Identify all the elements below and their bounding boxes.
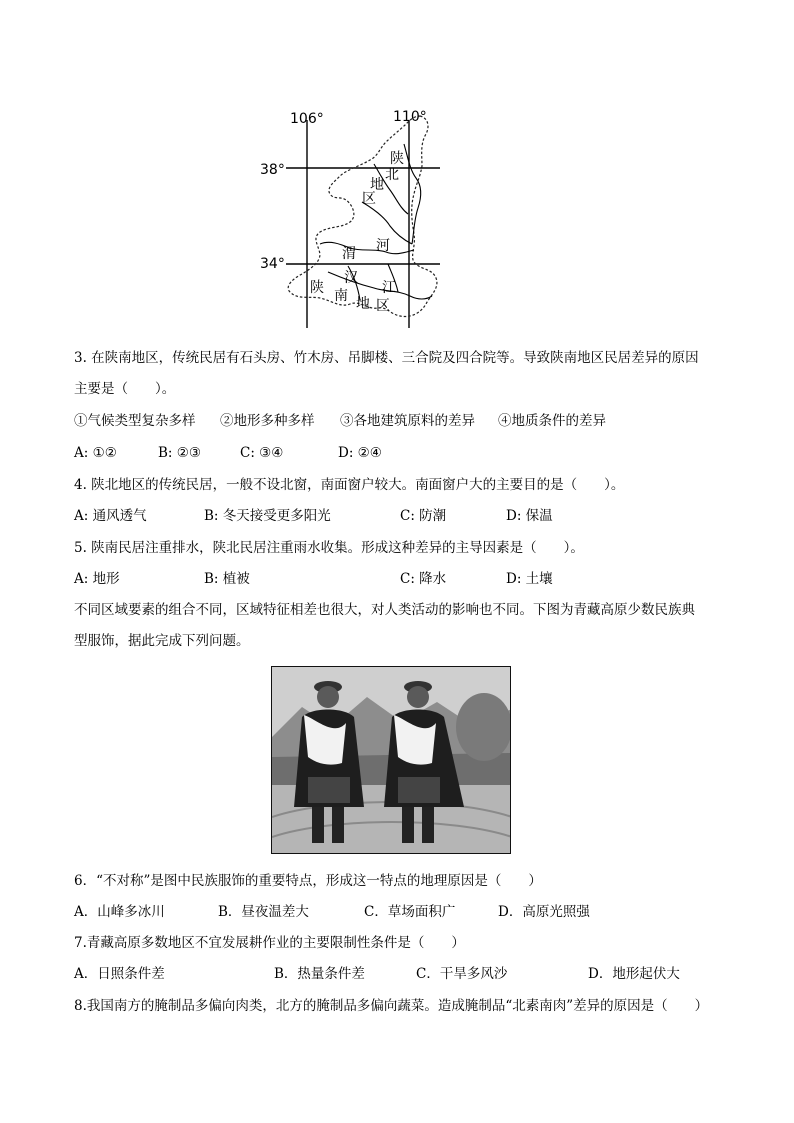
q3-item-3: ③各地建筑原料的差异	[340, 413, 475, 429]
label-di: 地	[370, 177, 384, 193]
q4-stem: 4. 陕北地区的传统民居，一般不设北窗，南面窗户较大。南面窗户大的主要目的是（ ）。	[74, 477, 625, 493]
label-qu2: 区	[376, 298, 390, 314]
q7-options	[74, 965, 754, 983]
q6-stem: 6．“不对称”是图中民族服饰的重要特点，形成这一特点的地理原因是（ ）	[74, 873, 542, 889]
label-he: 河	[376, 238, 390, 254]
q4-option-a: A: 通风透气	[74, 508, 147, 524]
q5-stem: 5. 陕南民居注重排水，陕北民居注重雨水收集。形成这种差异的主导因素是（ ）。	[74, 540, 584, 556]
q5-option-b: B: 植被	[204, 571, 250, 587]
label-qu: 区	[362, 191, 376, 207]
q7-stem: 7.青藏高原多数地区不宜发展耕作业的主要限制性条件是（ ）	[74, 935, 465, 951]
label-bei: 北	[385, 167, 399, 183]
q3-item-4: ④地质条件的差异	[498, 413, 606, 429]
label-shaan: 陕	[390, 151, 404, 167]
q3-item-1: ①气候类型复杂多样	[74, 413, 196, 429]
intro-line2: 型服饰，据此完成下列问题。	[74, 633, 250, 649]
label-wei: 渭	[342, 246, 356, 262]
q7-option-d: D．地形起伏大	[588, 966, 680, 982]
q6-option-a: A．山峰多冰川	[74, 904, 165, 920]
wei-river	[320, 242, 414, 253]
q3-items	[74, 412, 754, 430]
costume-photo	[271, 666, 511, 854]
q7-option-b: B．热量条件差	[274, 966, 365, 982]
label-han: 汉	[344, 270, 358, 286]
q7-option-c: C．干旱多风沙	[416, 966, 508, 982]
lat-label-38: 38°	[260, 162, 285, 178]
q7-option-a: A．日照条件差	[74, 966, 165, 982]
q3-item-2: ②地形多种多样	[220, 413, 315, 429]
q6-options	[74, 903, 754, 921]
lat-label-34: 34°	[260, 256, 285, 272]
q4-options	[74, 507, 754, 525]
q3-stem-line2: 主要是（ ）。	[74, 381, 176, 397]
intro-line1: 不同区域要素的组合不同，区域特征相差也很大，对人类活动的影响也不同。下图为青藏高原少数民族典	[74, 602, 695, 618]
label-shaan2: 陕	[310, 280, 324, 296]
q3-options	[74, 444, 754, 462]
q3-option-d: D: ②④	[338, 445, 382, 461]
q8-stem: 8.我国南方的腌制品多偏向肉类，北方的腌制品多偏向蔬菜。造成腌制品“北素南肉”差异的原因是（ ）	[74, 998, 709, 1014]
q5-option-d: D: 土壤	[506, 571, 553, 587]
q3-option-b: B: ②③	[158, 445, 201, 461]
q3-stem-line1: 3. 在陕南地区，传统民居有石头房、竹木房、吊脚楼、三合院及四合院等。导致陕南地区民居差异的原因	[74, 350, 699, 366]
q5-options	[74, 570, 754, 588]
lon-label-110: 110°	[393, 109, 427, 125]
q4-option-d: D: 保温	[506, 508, 553, 524]
q5-option-a: A: 地形	[74, 571, 120, 587]
q3-option-a: A: ①②	[74, 445, 117, 461]
q6-option-d: D．高原光照强	[498, 904, 590, 920]
q3-option-c: C: ③④	[240, 445, 284, 461]
q4-option-c: C: 防潮	[400, 508, 447, 524]
q4-option-b: B: 冬天接受更多阳光	[204, 508, 331, 524]
shaanxi-map	[250, 104, 450, 336]
label-di2: 地	[356, 296, 370, 312]
q6-option-c: C．草场面积广	[364, 904, 456, 920]
q6-option-b: B．昼夜温差大	[218, 904, 309, 920]
river-north	[404, 144, 421, 244]
label-jiang: 江	[382, 280, 396, 296]
q5-option-c: C: 降水	[400, 571, 447, 587]
label-nan: 南	[334, 288, 348, 304]
lon-label-106: 106°	[290, 111, 324, 127]
